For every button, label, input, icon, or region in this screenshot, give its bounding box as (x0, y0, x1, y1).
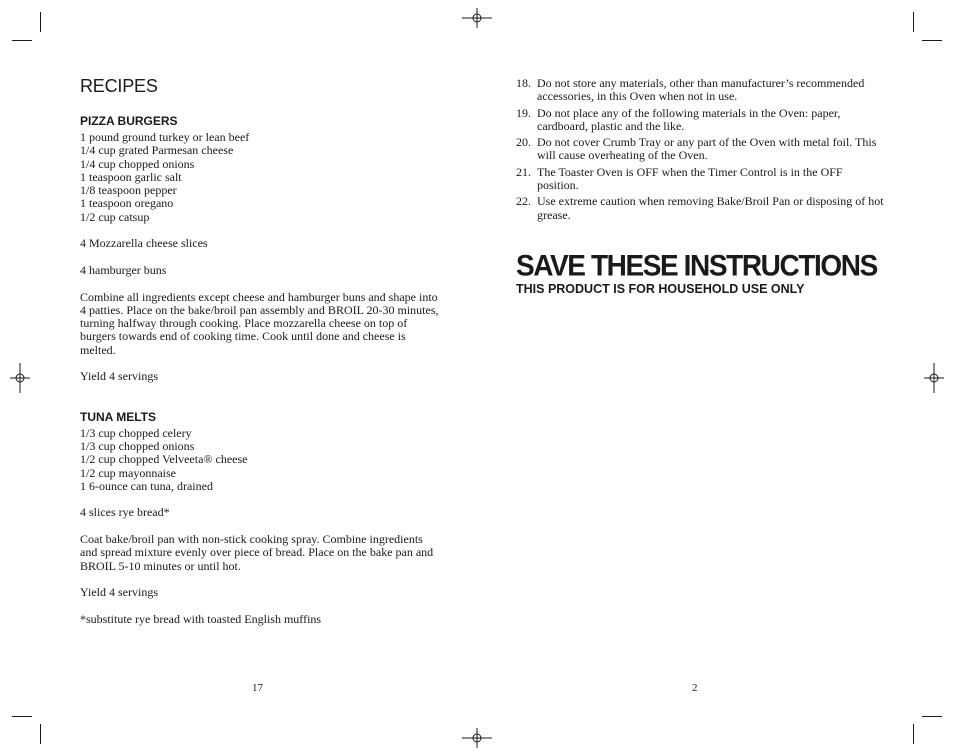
ingredient-line: 1/4 cup grated Parmesan cheese (80, 143, 234, 158)
save-instructions-title: SAVE THESE INSTRUCTIONS (516, 248, 877, 282)
ingredient-line: 1/3 cup chopped onions (80, 438, 195, 453)
page-number-left: 17 (252, 682, 263, 694)
recipe-yield: Yield 4 servings (80, 585, 158, 600)
item-number: 19. (516, 105, 531, 120)
crop-mark-icon (922, 40, 942, 41)
ingredient-line: 1 pound ground turkey or lean beef (80, 130, 250, 144)
recipes-heading: RECIPES (80, 76, 158, 96)
item-text: Do not store any materials, other than manufacturer’s recommended accessories, in this Oven when not in use. (537, 76, 865, 104)
ingredient-line: 4 Mozzarella cheese slices (80, 236, 208, 251)
recipe-tuna-melts (80, 410, 440, 626)
crop-mark-icon (12, 716, 32, 717)
ingredient-line: 1/2 cup mayonnaise (80, 465, 176, 480)
item-number: 20. (516, 135, 531, 150)
ingredient-line: 1 6-ounce can tuna, drained (80, 478, 213, 493)
list-item (516, 77, 886, 104)
recipe-title: PIZZA BURGERS (80, 114, 178, 128)
recipe-directions: Combine all ingredients except cheese and hamburger buns and shape into 4 patties. Place on the bake/broil pan assembly and BROIL 20-30 minutes, turning halfway through cooking. Place mozzarella cheese on top of burgers towards end of cooking time. Cook until done and cheese is melted. (80, 289, 439, 357)
crop-mark-icon (922, 716, 942, 717)
page-number-right: 2 (692, 682, 698, 694)
recipe-pizza-burgers (80, 114, 440, 384)
ingredient-line: 4 slices rye bread* (80, 505, 170, 520)
recipe-footnote: *substitute rye bread with toasted English muffins (80, 611, 322, 626)
registration-mark-icon (462, 8, 492, 28)
ingredient-line: 1/2 cup catsup (80, 209, 150, 224)
household-use-note: THIS PRODUCT IS FOR HOUSEHOLD USE ONLY (516, 281, 805, 296)
crop-mark-icon (913, 12, 914, 32)
registration-mark-icon (924, 363, 944, 393)
list-item (516, 195, 886, 222)
ingredient-line: 4 hamburger buns (80, 262, 167, 277)
registration-mark-icon (10, 363, 30, 393)
item-number: 21. (516, 164, 531, 179)
recipe-directions: Coat bake/broil pan with non-stick cooking spray. Combine ingredients and spread mixture evenly over piece of bread. Place on the bake pan and BROIL 5-10 minutes or until hot. (80, 532, 434, 573)
list-item (516, 166, 886, 193)
crop-mark-icon (913, 724, 914, 744)
list-item (516, 107, 886, 134)
ingredient-line: 1/3 cup chopped celery (80, 425, 192, 440)
ingredient-line: 1/8 teaspoon pepper (80, 183, 177, 198)
item-text: The Toaster Oven is OFF when the Timer Control is in the OFF position. (537, 164, 843, 193)
item-text: Use extreme caution when removing Bake/Broil Pan or disposing of hot grease. (537, 194, 884, 222)
ingredient-line: 1 teaspoon oregano (80, 196, 174, 211)
registration-mark-icon (462, 728, 492, 748)
safety-warnings-list (516, 77, 886, 222)
crop-mark-icon (12, 40, 32, 41)
ingredient-line: 1 teaspoon garlic salt (80, 169, 182, 184)
recipe-yield: Yield 4 servings (80, 369, 158, 384)
item-number: 18. (516, 76, 531, 90)
recipe-title: TUNA MELTS (80, 409, 156, 424)
list-item (516, 136, 886, 163)
item-text: Do not place any of the following materials in the Oven: paper, cardboard, plastic and the like. (537, 105, 841, 133)
ingredient-line: 1/4 cup chopped onions (80, 156, 195, 171)
crop-mark-icon (40, 724, 41, 744)
left-page (80, 76, 440, 626)
right-page (516, 77, 886, 296)
item-text: Do not cover Crumb Tray or any part of the Oven with metal foil. This will cause overheating of the Oven. (537, 135, 877, 163)
crop-mark-icon (40, 12, 41, 32)
ingredient-line: 1/2 cup chopped Velveeta® cheese (80, 452, 248, 467)
item-number: 22. (516, 194, 531, 209)
